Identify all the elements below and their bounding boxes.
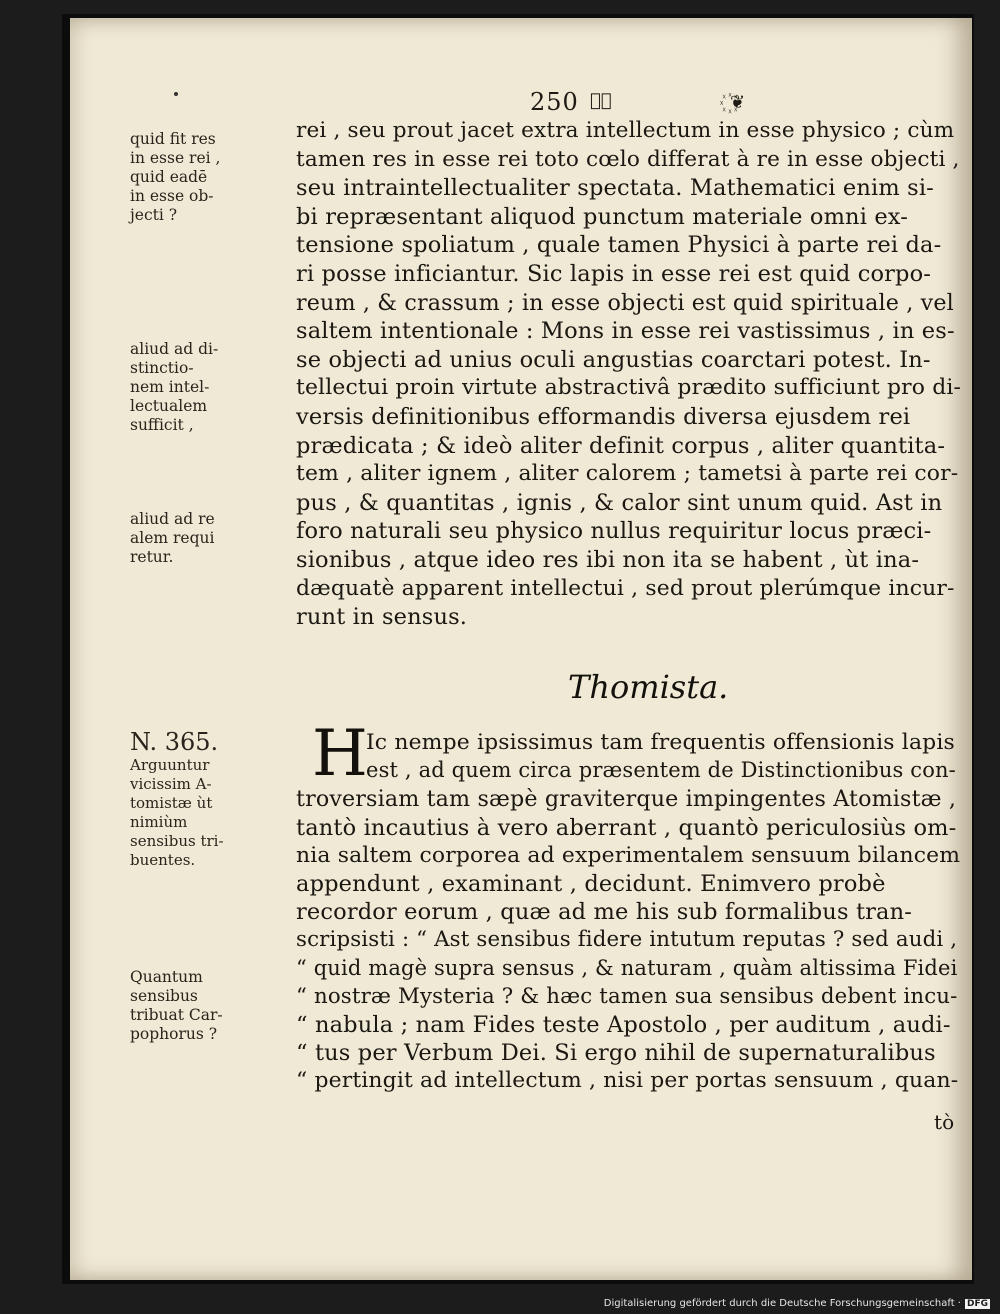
text-line: troversiam tam sæpè graviterque impingentes Atomistæ , bbox=[296, 786, 957, 813]
marginal-note-line: jecti ? bbox=[130, 206, 178, 224]
drop-cap: H bbox=[312, 717, 368, 791]
text-line: tem , aliter ignem , aliter calorem ; tametsi à parte rei cor- bbox=[296, 461, 959, 487]
text-line: “ pertingit ad intellectum , nisi per portas sensuum , quan- bbox=[296, 1068, 959, 1094]
text-line: seu intraintellectualiter spectata. Mathematici enim si- bbox=[296, 175, 934, 202]
marginal-note-line: aliud ad di- bbox=[130, 340, 219, 358]
text-line: recordor eorum , quæ ad me his sub formalibus tran- bbox=[296, 899, 912, 926]
marginal-note-line: aliud ad re bbox=[130, 510, 215, 528]
page-number: 250 bbox=[530, 88, 579, 116]
marginal-note-line: sensibus tri- bbox=[130, 832, 224, 850]
text-line: bi repræsentant aliquod punctum materiale omni ex- bbox=[296, 203, 909, 230]
text-line: ri posse inficiantur. Sic lapis in esse rei est quid corpo- bbox=[296, 261, 932, 287]
marginal-note-line: in esse ob- bbox=[130, 187, 214, 205]
marginal-note-line: vicissim A- bbox=[130, 775, 212, 793]
footer-text: Digitalisierung gefördert durch die Deutsche Forschungsgemeinschaft · bbox=[603, 1298, 961, 1309]
marginal-note-line: stinctio- bbox=[130, 359, 194, 377]
text-line: foro naturali seu physico nullus requiritur locus præci- bbox=[296, 518, 932, 545]
dfg-logo-icon: DFG bbox=[966, 1299, 988, 1309]
text-line: tamen res in esse rei toto cœlo differat à re in esse objecti , bbox=[296, 146, 960, 172]
section-title: Thomista. bbox=[568, 668, 729, 706]
text-line: prædicata ; & ideò aliter definit corpus , aliter quantita- bbox=[296, 432, 946, 459]
text-line: runt in sensus. bbox=[296, 604, 468, 631]
marginal-note-line: retur. bbox=[130, 548, 174, 566]
marginal-note bbox=[130, 340, 290, 435]
text-line: “ tus per Verbum Dei. Si ergo nihil de supernaturalibus bbox=[296, 1040, 936, 1067]
marginal-note-line: quid eadē bbox=[130, 168, 208, 186]
marginal-note-line: in esse rei , bbox=[130, 149, 221, 167]
text-line: versis definitionibus efformandis diversa ejusdem rei bbox=[296, 404, 911, 430]
ornament-right-icon: ꙰❦ bbox=[730, 92, 746, 113]
text-line: sionibus , atque ideo res ibi non ita se habent , ùt ina- bbox=[296, 547, 920, 573]
text-line: appendunt , examinant , decidunt. Enimvero probè bbox=[296, 871, 886, 897]
marginal-note bbox=[130, 510, 290, 567]
marginal-note-line: tribuat Car- bbox=[130, 1006, 223, 1024]
text-line: saltem intentionale : Mons in esse rei vastissimus , in es- bbox=[296, 318, 955, 345]
marginal-note-line: alem requi bbox=[130, 529, 215, 547]
text-line: tantò incautius à vero aberrant , quantò periculosiùs om- bbox=[296, 814, 957, 841]
margin-dot bbox=[174, 92, 178, 96]
text-line: Ic nempe ipsissimus tam frequentis offensionis lapis bbox=[366, 730, 955, 755]
marginal-note-line: N. 365. bbox=[130, 728, 219, 756]
text-line: est , ad quem circa præsentem de Distinctionibus con- bbox=[366, 758, 956, 783]
marginal-note bbox=[130, 728, 290, 870]
marginal-note-line: Arguuntur bbox=[130, 756, 210, 774]
text-line: reum , & crassum ; in esse objecti est quid spirituale , vel bbox=[296, 289, 954, 316]
marginal-note-line: sensibus bbox=[130, 987, 198, 1005]
marginal-note bbox=[130, 968, 290, 1044]
marginal-note-line: nem intel- bbox=[130, 378, 210, 396]
digitization-credit bbox=[604, 1298, 990, 1309]
text-line: tensione spoliatum , quale tamen Physici à parte rei da- bbox=[296, 232, 942, 259]
text-line: “ nostræ Mysteria ? & hæc tamen sua sensibus debent incu- bbox=[296, 983, 958, 1009]
text-line: “ nabula ; nam Fides teste Apostolo , per auditum , audi- bbox=[296, 1012, 951, 1038]
marginal-note-line: lectualem bbox=[130, 397, 208, 415]
marginal-note-line: tomistæ ùt bbox=[130, 794, 213, 812]
text-line: nia saltem corporea ad experimentalem sensuum bilancem bbox=[296, 842, 961, 868]
marginal-note bbox=[130, 130, 290, 225]
marginal-note-line: nimiùm bbox=[130, 813, 188, 831]
text-line: “ quid magè supra sensus , & naturam , quàm altissima Fidei bbox=[296, 955, 958, 980]
catchword: tò bbox=[934, 1110, 955, 1134]
ornament-left-icon: ❦꙰ bbox=[590, 90, 612, 111]
text-line: tellectui proin virtute abstractivâ prædito sufficiunt pro di- bbox=[296, 375, 962, 401]
marginal-note-line: pophorus ? bbox=[130, 1025, 218, 1043]
marginal-note-line: buentes. bbox=[130, 851, 196, 869]
text-line: se objecti ad unius oculi angustias coarctari potest. In- bbox=[296, 346, 931, 373]
marginal-note-line: Quantum bbox=[130, 968, 203, 986]
marginal-note-line: quid fit res bbox=[130, 130, 216, 148]
text-line: scripsisti : “ Ast sensibus fidere intutum reputas ? sed audi , bbox=[296, 927, 958, 953]
text-line: rei , seu prout jacet extra intellectum in esse physico ; cùm bbox=[296, 118, 955, 143]
text-line: pus , & quantitas , ignis , & calor sint unum quid. Ast in bbox=[296, 489, 943, 516]
marginal-note-line: sufficit , bbox=[130, 416, 194, 434]
text-line: dæquatè apparent intellectui , sed prout plerúmque incur- bbox=[296, 575, 955, 601]
